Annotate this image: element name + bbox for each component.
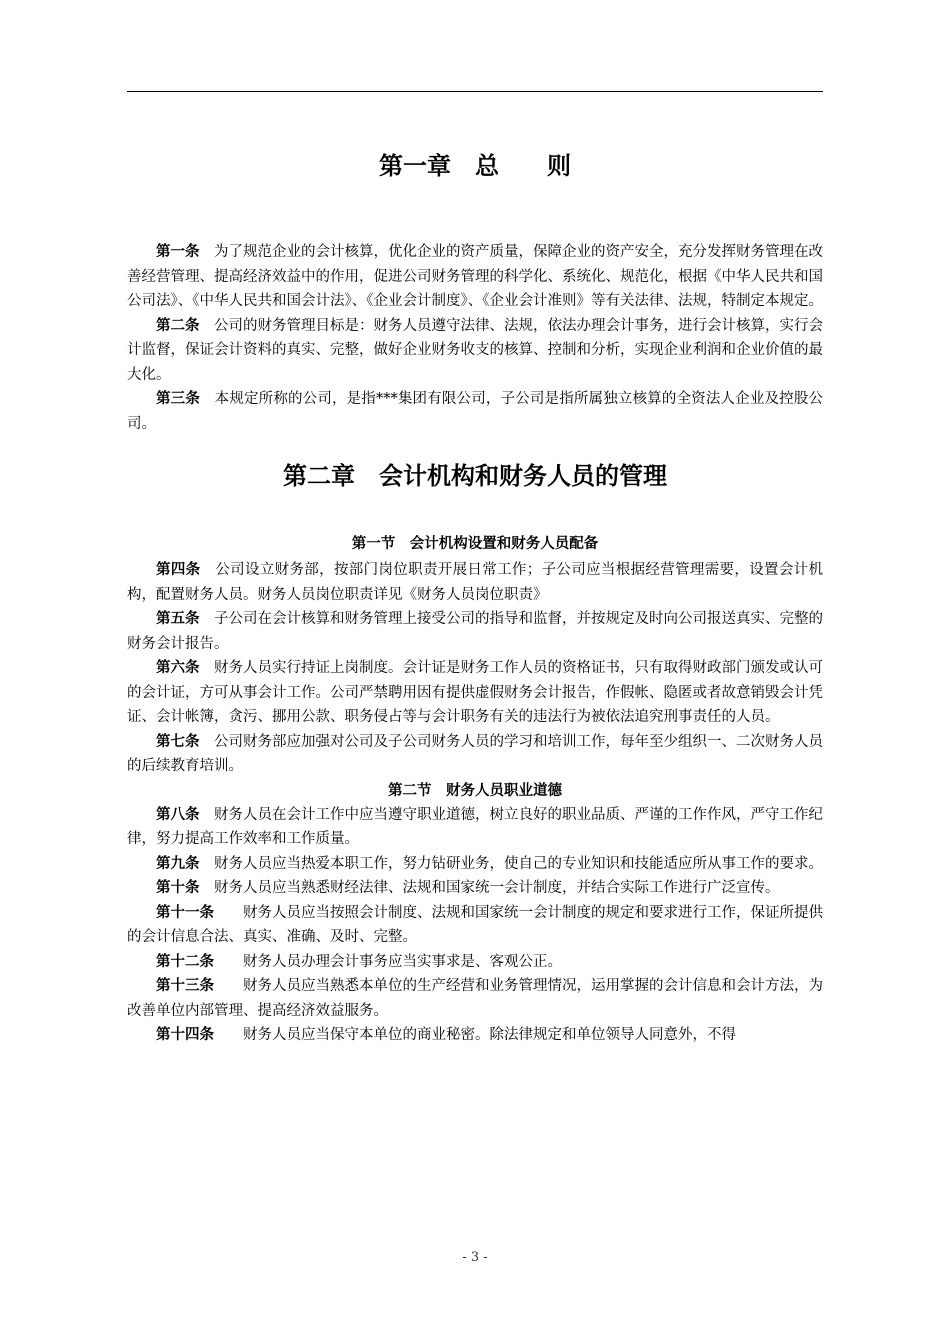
article-label: 第九条 [156, 854, 200, 872]
section-1-title: 第一节 会计机构设置和财务人员配备 [351, 535, 599, 552]
article-2 [127, 314, 823, 388]
article-label: 第十条 [156, 879, 200, 896]
article-text: 财务人员应当按照会计制度、法规和国家统一会计制度的规定和要求进行工作，保证所提供的会计信息合法、真实、准确、及时、完整。 [127, 904, 823, 945]
article-label: 第一条 [156, 243, 200, 260]
page-number: - 3 - [462, 1250, 488, 1265]
article-label: 第十三条 [156, 977, 214, 994]
article-text: 财务人员在会计工作中应当遵守职业道德，树立良好的职业品质、严谨的工作作风，严守工作纪律，努力提高工作效率和工作质量。 [127, 806, 823, 847]
article-1 [127, 240, 823, 314]
article-label: 第五条 [156, 610, 200, 627]
header-rule [127, 91, 823, 92]
article-6 [127, 656, 823, 730]
article-label: 第四条 [156, 561, 201, 578]
article-text: 财务人员实行持证上岗制度。会计证是财务工作人员的资格证书，只有取得财政部门颁发或认可的会计证，方可从事会计工作。公司严禁聘用因有提供虚假财务会计报告，作假帐、隐匿或者故意销毁会计凭证、会计帐簿，贪污、挪用公款、职务侵占等与会计职务有关的违法行为被依法追究刑事责任的人员。 [127, 660, 823, 725]
article-text: 为了规范企业的会计核算，优化企业的资产质量，保障企业的资产安全，充分发挥财务管理在改善经营管理、提高经济效益中的作用，促进公司财务管理的科学化、系统化、规范化，根据《中华人民共和国公司法》、《中华人民共和国会计法》、《企业会计制度》、《企业会计准则》等有关法律、法规，特制定本规定。 [127, 244, 823, 309]
article-label: 第八条 [156, 805, 200, 823]
article-7 [127, 730, 823, 779]
article-text: 财务人员应当热爱本职工作，努力钻研业务，使自己的专业知识和技能适应所从事工作的要求。 [214, 855, 823, 872]
article-label: 第十二条 [156, 952, 214, 970]
article-13 [127, 974, 823, 1023]
article-label: 第二条 [156, 316, 200, 334]
article-12 [127, 950, 823, 975]
section-2-title: 第二节 财务人员职业道德 [388, 781, 562, 799]
chapter-2-title: 第二章 会计机构和财务人员的管理 [283, 461, 667, 490]
article-8 [127, 803, 823, 852]
article-5 [127, 607, 823, 656]
article-9 [127, 852, 823, 877]
article-text: 财务人员办理会计事务应当实事求是、客观公正。 [243, 953, 562, 970]
article-14 [127, 1023, 823, 1048]
chapter-1-title: 第一章 总 则 [379, 151, 571, 180]
article-label: 第三条 [156, 390, 200, 407]
article-label: 第十一条 [156, 903, 214, 921]
article-11 [127, 901, 823, 950]
article-3 [127, 387, 823, 436]
article-text: 子公司在会计核算和财务管理上接受公司的指导和监督，并按规定及时向公司报送真实、完整的财务会计报告。 [127, 611, 823, 652]
article-text: 财务人员应当熟悉本单位的生产经营和业务管理情况，运用掌握的会计信息和会计方法，为改善单位内部管理、提高经济效益服务。 [127, 978, 823, 1019]
article-text: 财务人员应当熟悉财经法律、法规和国家统一会计制度，并结合实际工作进行广泛宣传。 [214, 880, 780, 896]
article-4 [127, 558, 823, 607]
article-label: 第十四条 [156, 1026, 214, 1043]
article-label: 第六条 [156, 659, 200, 676]
article-text: 公司财务部应加强对公司及子公司财务人员的学习和培训工作，每年至少组织一、二次财务人员的后续教育培训。 [127, 733, 823, 774]
article-10 [127, 876, 823, 901]
article-text: 公司的财务管理目标是：财务人员遵守法律、法规，依法办理会计事务，进行会计核算，实行会计监督，保证会计资料的真实、完整，做好企业财务收支的核算、控制和分析，实现企业利润和企业价值的最大化。 [127, 317, 823, 383]
article-text: 财务人员应当保守本单位的商业秘密。除法律规定和单位领导人同意外，不得 [243, 1027, 736, 1043]
document-body [127, 150, 823, 1048]
article-text: 公司设立财务部，按部门岗位职责开展日常工作；子公司应当根据经营管理需要，设置会计机构，配置财务人员。财务人员岗位职责详见《财务人员岗位职责》 [127, 562, 824, 603]
article-text: 本规定所称的公司，是指***集团有限公司，子公司是指所属独立核算的全资法人企业及控股公司。 [127, 391, 824, 432]
article-label: 第七条 [156, 732, 200, 750]
